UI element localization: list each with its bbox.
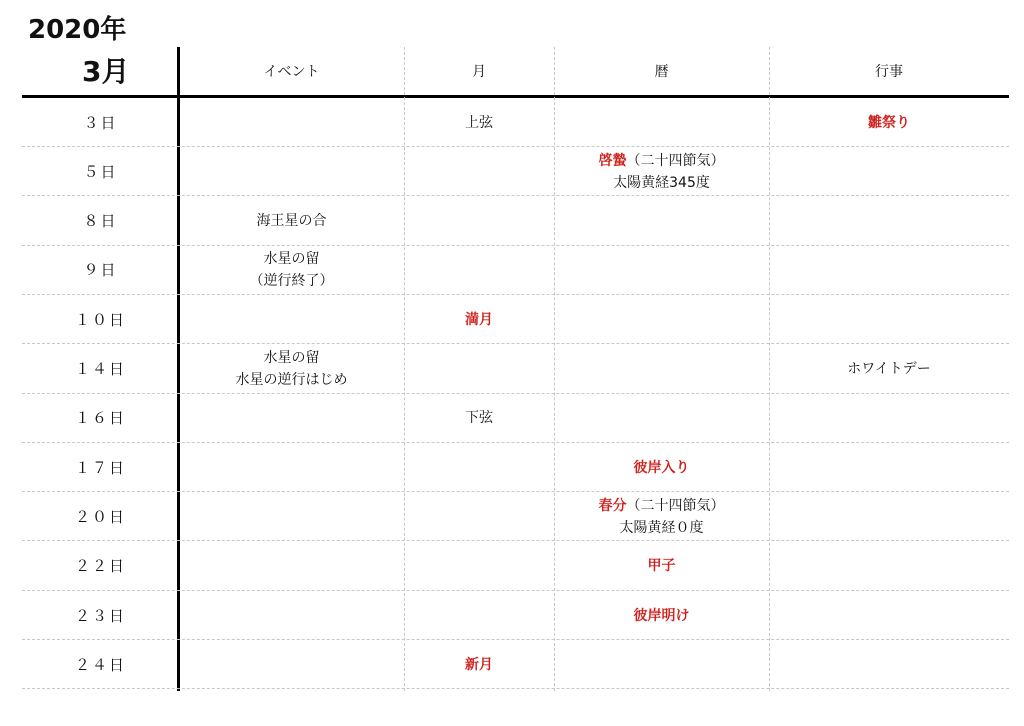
gyoji-cell [769,542,1009,591]
date-cell [22,443,179,492]
date-text: １６日 [74,409,126,428]
calendar-text-line2: 太陽黄経345度 [613,174,710,191]
event-cell [179,640,404,689]
event-text-line2: （逆行終了） [249,273,334,290]
header-moon: 月 [472,64,486,80]
moon-phase-text: 上弦 [465,114,493,131]
month-label: 3月 [82,55,130,88]
moon-phase-text: 下弦 [465,410,493,427]
date-cell [22,542,179,591]
header-gyoji: 行事 [875,64,903,80]
event-cell [179,246,404,295]
event-text: 水星の留 [263,350,320,366]
calendar-cell [554,197,769,246]
date-text: １４日 [74,360,126,378]
moon-cell [404,345,554,394]
gyoji-cell [769,640,1009,689]
calendar-text [648,555,676,577]
gyoji-cell [769,246,1009,295]
moon-cell [404,295,554,344]
gyoji-cell [769,443,1009,492]
calendar-cell [554,640,769,689]
calendar-term-note: （二十四節気） [626,497,725,514]
gyoji-cell [769,492,1009,541]
date-text: ２２日 [74,557,126,576]
gyoji-cell [769,591,1009,640]
moon-cell [404,542,554,591]
table-row [0,492,1024,541]
table-row [0,394,1024,443]
calendar-term-note: （二十四節気） [626,152,725,169]
event-cell [179,591,404,640]
calendar-cell [554,98,769,147]
gyoji-cell [769,197,1009,246]
date-cell [22,147,179,196]
date-text: ２３日 [74,606,126,625]
moon-cell [404,197,554,246]
event-cell [179,295,404,344]
date-text: ２４日 [74,655,126,674]
moon-cell [404,640,554,689]
table-row [0,147,1024,196]
date-text: ８日 [83,212,118,231]
table-row [0,295,1024,344]
table-row [0,542,1024,591]
calendar-cell [554,591,769,640]
gyoji-text: 雛祭り [868,114,910,131]
header-event: イベント [263,64,320,80]
calendar-term-name: 甲子 [647,558,676,575]
calendar-text [634,605,690,627]
moon-cell [404,591,554,640]
calendar-text [599,150,725,172]
moon-cell [404,492,554,541]
event-text-line2: 水星の逆行はじめ [235,372,348,388]
moon-cell [404,98,554,147]
header-calendar: 暦 [654,64,669,80]
gyoji-text: ホワイトデー [847,361,931,377]
date-text: ５日 [83,162,118,181]
date-text: １０日 [74,310,126,329]
date-cell [22,246,179,295]
calendar-cell [554,542,769,591]
calendar-cell [554,147,769,196]
date-cell [22,591,179,640]
gyoji-cell [769,345,1009,394]
gyoji-cell [769,147,1009,196]
event-text: 海王星の合 [256,213,327,230]
table-row [0,591,1024,640]
table-row [0,197,1024,246]
event-cell [179,394,404,443]
gyoji-cell [769,295,1009,344]
calendar-term-name: 春分 [598,497,627,514]
date-text: １７日 [74,458,126,477]
table-row [0,640,1024,689]
event-cell [179,98,404,147]
moon-cell [404,443,554,492]
event-cell [179,492,404,541]
table-header [0,56,1024,88]
event-cell [179,542,404,591]
event-cell [179,147,404,196]
calendar-term-name: 彼岸明け [633,607,690,624]
date-cell [22,345,179,394]
table-row [0,246,1024,295]
event-text: 水星の留 [263,251,320,268]
calendar-term-name: 彼岸入り [633,459,690,476]
calendar-cell [554,443,769,492]
moon-cell [404,147,554,196]
calendar-cell [554,394,769,443]
moon-cell [404,394,554,443]
calendar-cell [554,345,769,394]
event-cell [179,443,404,492]
calendar-text [599,495,725,517]
date-text: ３日 [83,113,118,132]
event-cell [179,345,404,394]
moon-phase-text: 満月 [465,311,493,328]
calendar-cell [554,246,769,295]
row-divider [22,688,1009,689]
year-label: 2020年 [28,15,127,45]
event-cell [179,197,404,246]
gyoji-cell [769,98,1009,147]
date-cell [22,295,179,344]
calendar-text [634,457,690,479]
date-cell [22,394,179,443]
calendar-term-name: 啓蟄 [598,152,627,169]
date-cell [22,640,179,689]
gyoji-cell [769,394,1009,443]
table-row [0,443,1024,492]
moon-cell [404,246,554,295]
calendar-cell [554,295,769,344]
date-cell [22,492,179,541]
table-row [0,98,1024,147]
calendar-cell [554,492,769,541]
date-cell [22,197,179,246]
date-cell [22,98,179,147]
calendar-text-line2: 太陽黄経０度 [619,519,704,536]
date-text: ２０日 [74,507,126,526]
moon-phase-text: 新月 [465,656,493,673]
table-row [0,345,1024,394]
date-text: ９日 [83,261,118,280]
